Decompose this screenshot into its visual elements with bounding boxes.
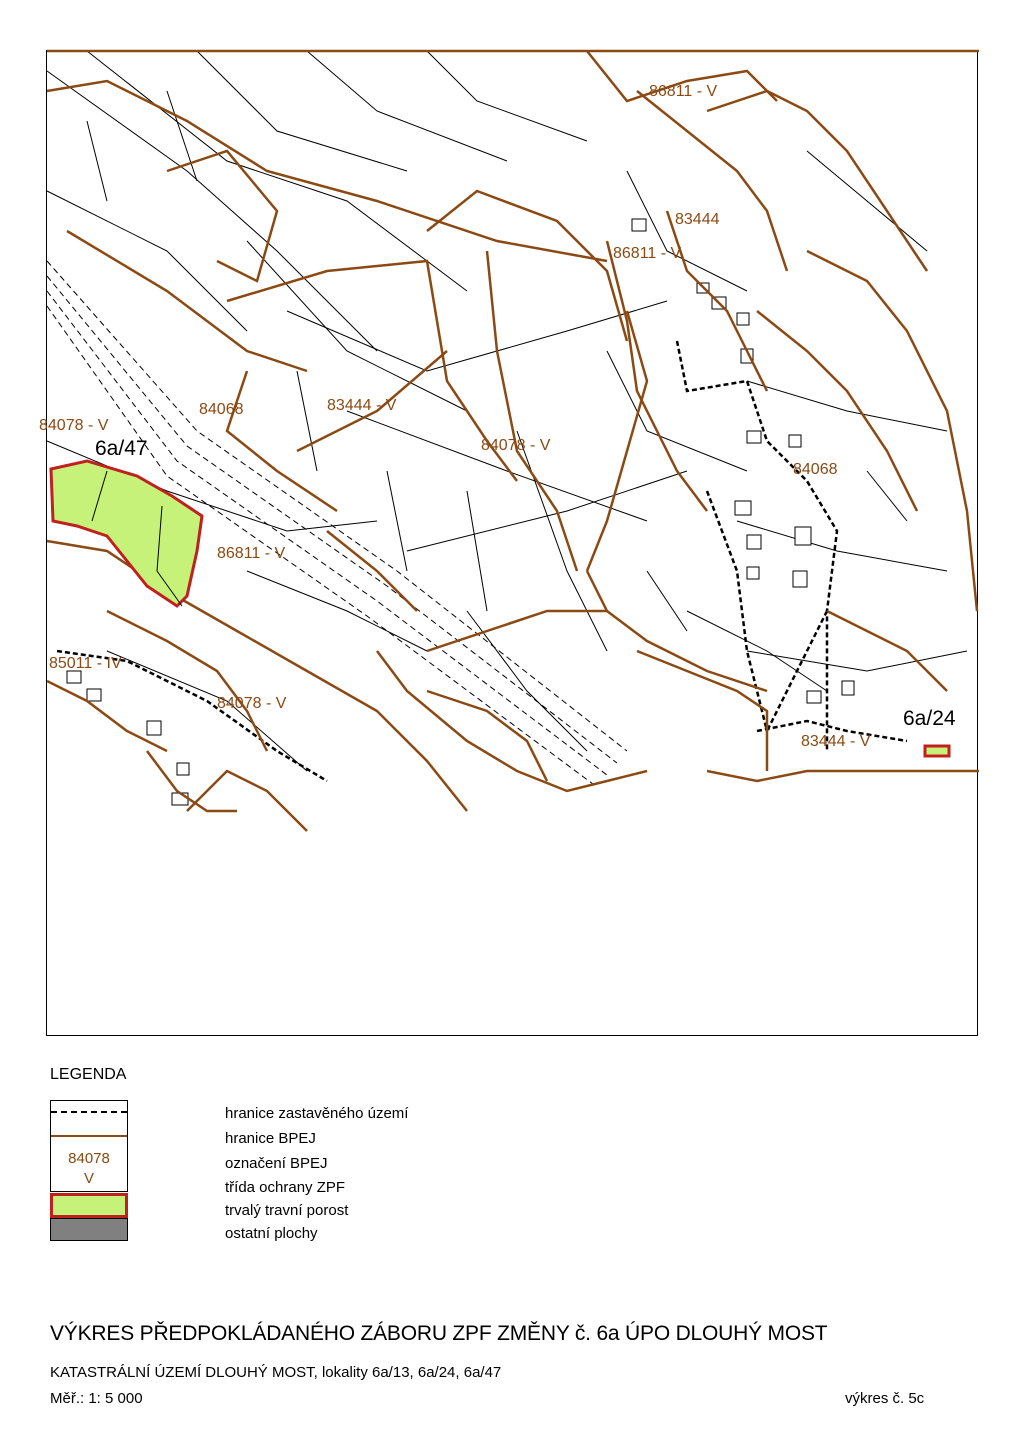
bpej-code-sample: 84078 bbox=[68, 1150, 110, 1167]
grassland-symbol bbox=[50, 1193, 128, 1218]
map-frame[interactable] bbox=[39, 50, 978, 1036]
legend-item-label: ostatní plochy bbox=[225, 1225, 318, 1242]
bpej-label: 84078 - V bbox=[481, 437, 551, 454]
drawing-number: výkres č. 5c bbox=[845, 1390, 925, 1407]
bpej-label: 83444 bbox=[675, 211, 720, 228]
locality-label-6a47: 6a/47 bbox=[95, 437, 148, 460]
bpej-label: 84068 bbox=[793, 461, 838, 478]
legend-item-label: označení BPEJ bbox=[225, 1155, 328, 1172]
cadastral-map bbox=[47, 51, 979, 1037]
drawing-title: VÝKRES PŘEDPOKLÁDANÉHO ZÁBORU ZPF ZMĚNY č. 6a ÚPO DLOUHÝ MOST bbox=[50, 1322, 828, 1345]
bpej-class-sample: V bbox=[83, 1170, 94, 1187]
legend-title: LEGENDA bbox=[50, 1066, 127, 1083]
bpej-label: 84078 - V bbox=[39, 417, 109, 434]
legend-item-label: trvalý travní porost bbox=[225, 1202, 349, 1219]
bpej-label: 86811 - V bbox=[613, 245, 682, 262]
bpej-label: 86811 - V bbox=[217, 545, 286, 562]
locality-label-6a24: 6a/24 bbox=[903, 707, 956, 730]
bpej-label: 85011 - IV bbox=[49, 655, 122, 672]
bpej-label: 86811 - V bbox=[649, 83, 718, 100]
builtup-boundary-symbol bbox=[51, 1111, 127, 1113]
bpej-label: 83444 - V bbox=[801, 733, 871, 750]
bpej-label: 83444 - V bbox=[327, 397, 397, 414]
grassland-6a24 bbox=[925, 746, 949, 756]
scale-label: Měř.: 1: 5 000 bbox=[50, 1390, 143, 1407]
grassland-6a47 bbox=[51, 461, 202, 606]
legend-item-label: hranice BPEJ bbox=[225, 1130, 316, 1147]
bpej-label: 84078 - V bbox=[217, 695, 287, 712]
drawing-subtitle: KATASTRÁLNÍ ÚZEMÍ DLOUHÝ MOST, lokality 6a/13, 6a/24, 6a/47 bbox=[50, 1364, 502, 1381]
legend-item-label: třída ochrany ZPF bbox=[225, 1179, 346, 1196]
bpej-code-symbol bbox=[50, 1148, 128, 1192]
parcel-lines bbox=[47, 51, 967, 771]
bpej-boundary-symbol bbox=[51, 1135, 127, 1137]
other-areas-symbol bbox=[50, 1218, 128, 1241]
legend-item-label: hranice zastavěného území bbox=[225, 1105, 409, 1122]
bpej-label: 84068 bbox=[199, 401, 244, 418]
